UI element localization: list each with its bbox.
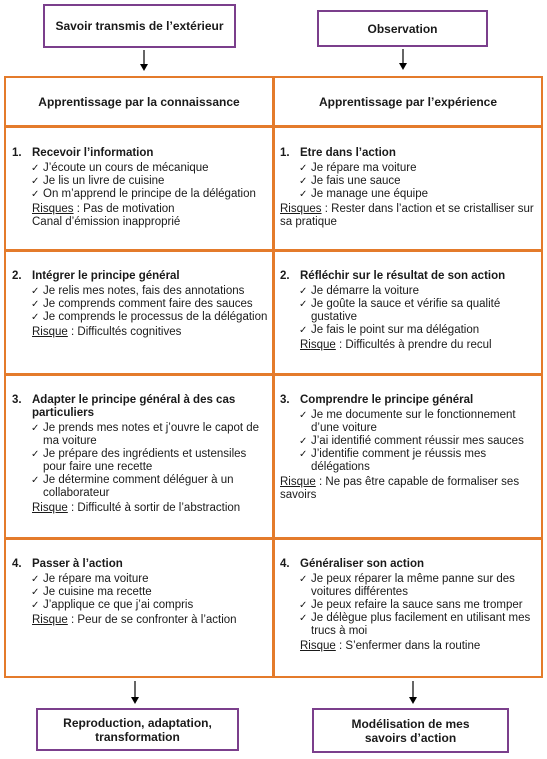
right-step-4: [280, 558, 538, 653]
check-icon: ✓: [299, 325, 308, 336]
check-icon: ✓: [299, 286, 308, 297]
left-step-4: [12, 558, 268, 627]
list-item: ✓ Je lis un livre de cuisine: [31, 175, 165, 187]
bottom-box-left-label: Reproduction, adaptation, transformation: [63, 715, 212, 744]
check-icon: ✓: [31, 163, 40, 174]
list-item: ✓ Je manage une équipe: [299, 188, 429, 200]
risk-note: Risques : Rester dans l’action et se cristalliser sur sa pratique: [280, 203, 534, 228]
list-item: ✓ Je démarre la voiture: [299, 285, 420, 297]
check-icon: ✓: [31, 299, 40, 310]
check-icon: ✓: [31, 449, 40, 460]
list-item: ✓ Je relis mes notes, fais des annotations: [31, 285, 245, 297]
list-item: ✓ Je délègue plus facilement en utilisant mes trucs à moi: [299, 612, 531, 637]
check-icon: ✓: [31, 312, 40, 323]
risk-note: Risque : Difficultés à prendre du recul: [300, 339, 492, 351]
check-icon: ✓: [299, 163, 308, 174]
bottom-box-right: [312, 708, 509, 753]
arrow-down-icon: [138, 50, 150, 72]
list-item: ✓ Je fais une sauce: [299, 175, 401, 187]
grid-divider: [272, 76, 275, 678]
top-box-right: [317, 10, 488, 47]
left-step-3: [12, 394, 268, 515]
top-box-right-label: Observation: [367, 21, 438, 36]
check-icon: ✓: [299, 299, 308, 310]
right-step-3: [280, 394, 538, 502]
left-step-2: [12, 270, 268, 339]
risk-note: Risques : Pas de motivation: [32, 203, 175, 215]
list-item: ✓ Je détermine comment déléguer à un collaborateur: [31, 474, 234, 499]
grid-row-divider: [4, 249, 543, 252]
list-item: ✓ Je comprends le processus de la délégation: [31, 311, 268, 323]
list-item: ✓ Je peux refaire la sauce sans me tromper: [299, 599, 523, 611]
top-box-left-label: Savoir transmis de l’extérieur: [55, 19, 224, 33]
check-icon: ✓: [299, 600, 308, 611]
check-icon: ✓: [31, 574, 40, 585]
bottom-box-left: [36, 708, 239, 751]
step-title: 3. Adapter le principe général à des cas particuliers: [12, 394, 236, 419]
grid-row-divider: [4, 373, 543, 376]
list-item: ✓ J’écoute un cours de mécanique: [31, 162, 209, 174]
step-title: 4. Passer à l’action: [12, 558, 123, 570]
check-icon: ✓: [299, 176, 308, 187]
check-icon: ✓: [299, 189, 308, 200]
list-item: ✓ Je goûte la sauce et vérifie sa qualité gustative: [299, 298, 501, 323]
risk-note: Risque : S’enfermer dans la routine: [300, 640, 481, 652]
list-item: ✓ Je prépare des ingrédients et ustensiles pour faire une recette: [31, 448, 247, 473]
list-item: ✓ Je répare ma voiture: [31, 573, 149, 585]
check-icon: ✓: [31, 176, 40, 187]
step-title: 1. Recevoir l’information: [12, 147, 154, 159]
risk-note: Risque : Peur de se confronter à l’action: [32, 614, 237, 626]
bottom-box-right-label: Modélisation de mes savoirs d’action: [351, 716, 470, 745]
header-left: Apprentissage par la connaissance: [38, 95, 240, 109]
list-item: ✓ Je fais le point sur ma délégation: [299, 324, 480, 336]
right-step-2: [280, 270, 538, 352]
list-item: ✓ J’identifie comment je réussis mes délégations: [299, 448, 487, 473]
list-item: ✓ J’ai identifié comment réussir mes sauces: [299, 435, 524, 447]
risk-note: Risque : Ne pas être capable de formaliser ses savoirs: [280, 476, 520, 501]
list-item: ✓ Je prends mes notes et j’ouvre le capot de ma voiture: [31, 422, 260, 447]
risk-note: Risque : Difficultés cognitives: [32, 326, 182, 338]
check-icon: ✓: [299, 410, 308, 421]
list-item: ✓ Je cuisine ma recette: [31, 586, 152, 598]
list-item: ✓ J’applique ce que j’ai compris: [31, 599, 194, 611]
step-title: 3. Comprendre le principe général: [280, 394, 474, 406]
left-step-1: [12, 147, 268, 229]
risk-note-extra: Canal d’émission inapproprié: [32, 216, 181, 228]
check-icon: ✓: [299, 449, 308, 460]
step-title: 2. Intégrer le principe général: [12, 270, 180, 282]
top-box-left: [43, 4, 236, 48]
step-title: 4. Généraliser son action: [280, 558, 424, 570]
check-icon: ✓: [299, 613, 308, 624]
list-item: ✓ Je peux réparer la même panne sur des voitures différentes: [299, 573, 515, 598]
list-item: ✓ Je me documente sur le fonctionnement d’une voiture: [299, 409, 516, 434]
check-icon: ✓: [31, 475, 40, 486]
arrow-down-icon: [407, 681, 419, 705]
check-icon: ✓: [299, 436, 308, 447]
list-item: ✓ Je comprends comment faire des sauces: [31, 298, 253, 310]
check-icon: ✓: [31, 189, 40, 200]
check-icon: ✓: [31, 286, 40, 297]
step-title: 2. Réfléchir sur le résultat de son action: [280, 270, 506, 282]
check-icon: ✓: [299, 574, 308, 585]
arrow-down-icon: [129, 681, 141, 705]
header-right: Apprentissage par l’expérience: [318, 95, 498, 109]
check-icon: ✓: [31, 587, 40, 598]
grid-row-divider: [4, 125, 543, 128]
check-icon: ✓: [31, 423, 40, 434]
grid-row-divider: [4, 537, 543, 540]
right-step-1: [280, 147, 538, 229]
list-item: ✓ Je répare ma voiture: [299, 162, 417, 174]
step-title: 1. Etre dans l’action: [280, 147, 396, 159]
risk-note: Risque : Difficulté à sortir de l’abstraction: [32, 502, 241, 514]
arrow-down-icon: [397, 49, 409, 71]
check-icon: ✓: [31, 600, 40, 611]
list-item: ✓ On m’apprend le principe de la délégation: [31, 188, 256, 200]
